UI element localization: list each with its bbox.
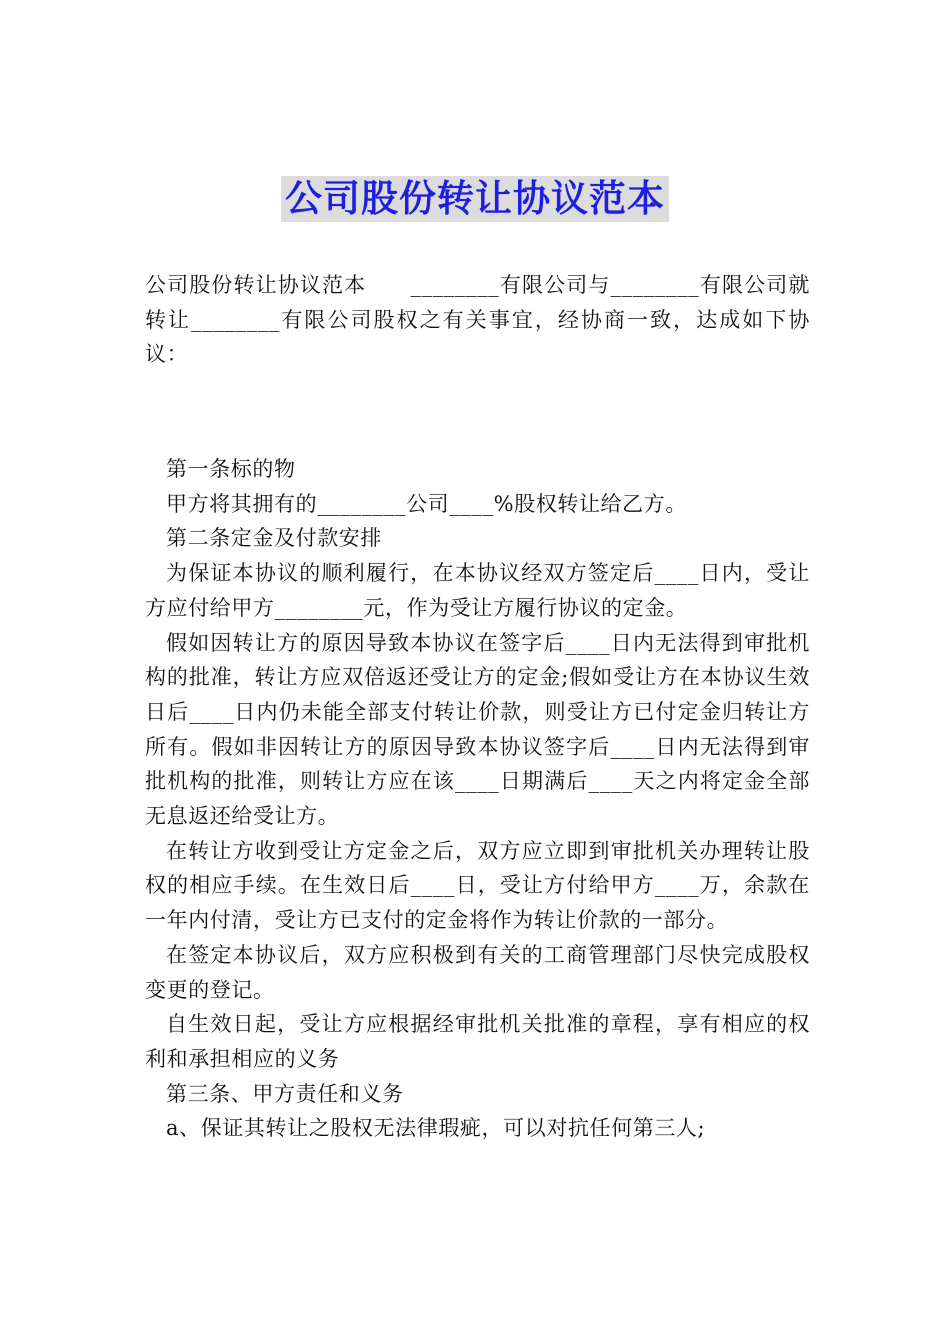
clause-a-paragraph: a、保证其转让之股权无法律瑕疵，可以对抗任何第三人; [166,1116,706,1141]
agreement-body [145,452,810,1146]
title-container [0,176,950,222]
intro-paragraph: 公司股份转让协议范本 ________有限公司与________有限公司就转让________有限公司股权之有关事宜，经协商一致，达成如下协议： [145,273,810,367]
rights-paragraph: 自生效日起，受让方应根据经审批机关批准的章程，享有相应的权利和承担相应的义务 [145,1012,810,1071]
article-2-heading: 第二条定金及付款安排 [166,526,382,551]
deposit-paragraph: 为保证本协议的顺利履行，在本协议经双方签定后____日内，受让方应付给甲方________元，作为受让方履行协议的定金。 [145,561,810,620]
deposit-forfeit-paragraph: 假如因转让方的原因导致本协议在签字后____日内无法得到审批机构的批准，转让方应双倍返还受让方的定金;假如受让方在本协议生效日后____日内仍未能全部支付转让价款，则受让方已付定金归转让方所有。假如非因转让方的原因导致本协议签字后____日内无法得到审批机构的批准，则转让方应在该____日期满后____天之内将定金全部无息返还给受让方。 [145,630,810,829]
intro-section [145,268,810,372]
article-3-heading: 第三条、甲方责任和义务 [166,1081,404,1106]
registration-paragraph: 在签定本协议后，双方应积极到有关的工商管理部门尽快完成股权变更的登记。 [145,942,810,1002]
payment-paragraph: 在转让方收到受让方定金之后，双方应立即到审批机关办理转让股权的相应手续。在生效日后____日，受让方付给甲方____万，余款在一年内付清，受让方已支付的定金将作为转让价款的一部分。 [145,838,810,933]
article-1-paragraph: 甲方将其拥有的________公司____%股权转让给乙方。 [166,491,687,516]
document-title: 公司股份转让协议范本 [281,176,669,222]
article-1-heading: 第一条标的物 [166,457,296,481]
